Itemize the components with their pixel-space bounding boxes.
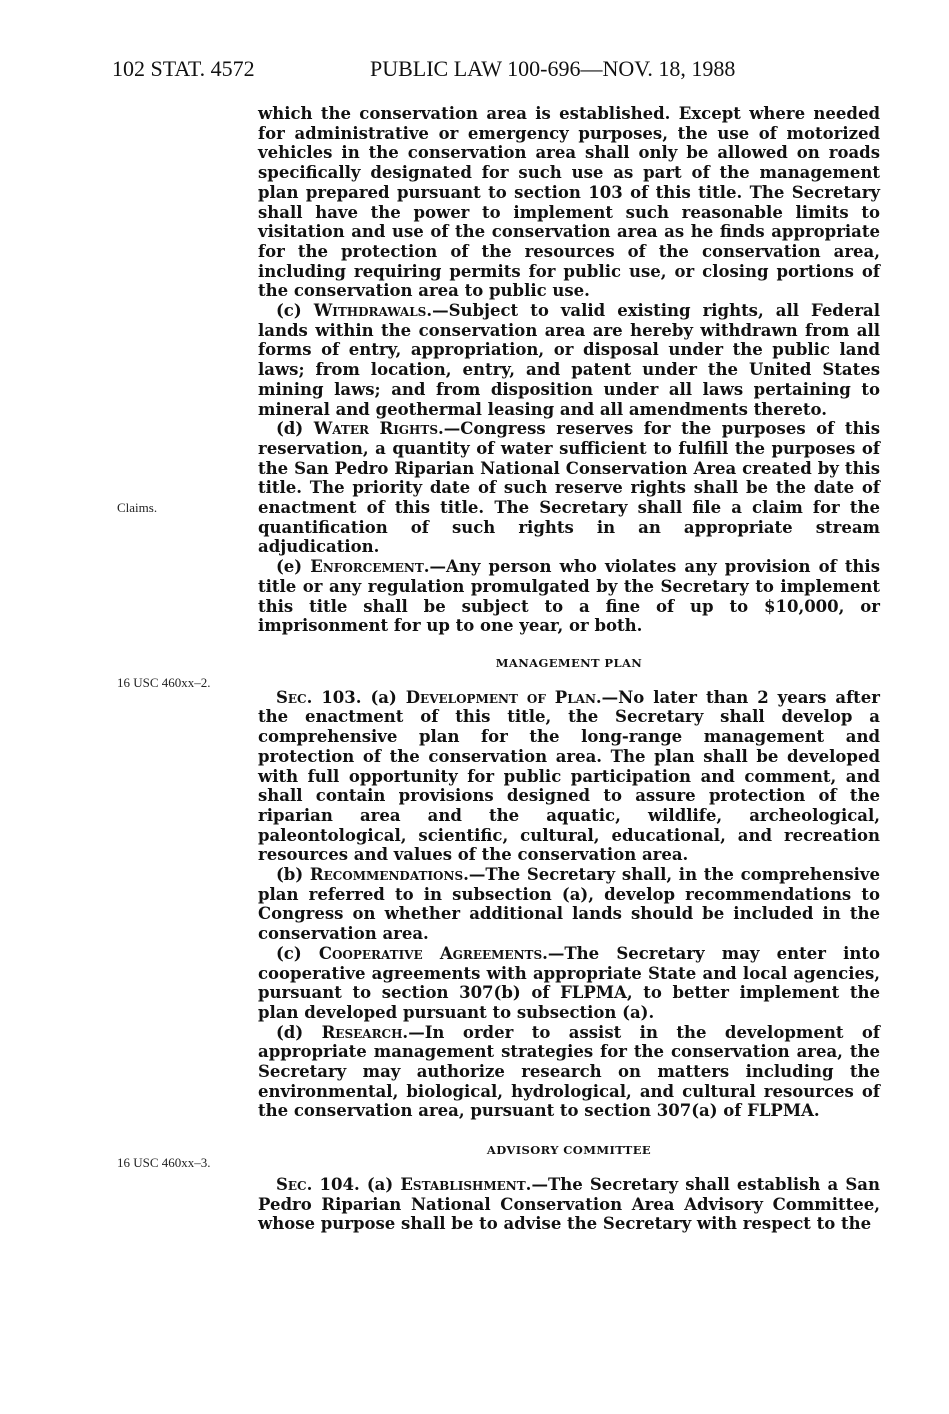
public-law-title: PUBLIC LAW 100-696—NOV. 18, 1988 (370, 56, 736, 81)
paragraph-enforcement (258, 557, 880, 636)
subsection-text: —In order to assist in the development of appropriate management strategies for the conservation area, the Secretary may authorize research on matters including the environmental, biological, hydrological, and cultural resources of the conservation area, pursuant to section 307(a) of FLPMA. (258, 1022, 880, 1121)
paragraph-cooperative-agreements (258, 944, 880, 1023)
subsection-label: (d) (276, 419, 314, 439)
section-heading-advisory-committee: ADVISORY COMMITTEE (486, 1143, 652, 1158)
sec-number: 104. (a) (312, 1174, 401, 1194)
subsection-heading: Enforcement. (310, 557, 430, 577)
sec-label: Sec. (276, 687, 313, 707)
subsection-label: (b) (276, 865, 310, 885)
subsection-text: —Congress reserves for the purposes of this reservation, a quantity of water sufficient to fulfill the purposes of the San Pedro Riparian National Conservation Area created by this title. The priority date of such reserve rights shall be the date of enactment of this title. The Secretary shall file a claim for the quantification of such rights in an appropriate stream adjudication. (258, 419, 880, 557)
subsection-heading: Development of Plan. (405, 687, 602, 707)
paragraph-water-rights (258, 419, 880, 557)
main-text (258, 104, 880, 1234)
subsection-text: —No later than 2 years after the enactment of this title, the Secretary shall develop a comprehensive plan for the long-range management and protection of the conservation area. The plan shall be developed with full opportunity for public participation and comment, and shall contain provisions designed to assure protection of the riparian area and the aquatic, wildlife, archeological, paleontological, scientific, cultural, educational, and recreation resources and values of the conservation area. (258, 687, 880, 865)
subsection-heading: Establishment. (400, 1174, 532, 1194)
subsection-text: —Any person who violates any provision of this title or any regulation promulgated by the Secretary to implement this title shall be subject to a fine of up to $10,000, or imprisonment for up to one year, or both. (258, 557, 880, 636)
subsection-label: (c) (276, 301, 314, 321)
margin-note-usc-460xx-3: 16 USC 460xx–3. (117, 1155, 211, 1170)
subsection-text: —The Secretary shall, in the comprehensive plan referred to in subsection (a), develop recommendations to Congress on whether additional lands should be included in the conservation area. (258, 865, 880, 944)
margin-note-usc-460xx-2: 16 USC 460xx–2. (117, 675, 211, 690)
subsection-label: (d) (276, 1022, 322, 1042)
paragraph-recommendations (258, 865, 880, 944)
subsection-text: —Subject to valid existing rights, all Federal lands within the conservation area are hereby withdrawn from all forms of entry, appropriation, or disposal under the public land laws; from location, entry, and patent under the United States mining laws; and from disposition under all laws pertaining to mineral and geothermal leasing and all amendments thereto. (258, 301, 880, 419)
page-header (112, 56, 882, 86)
subsection-text: —The Secretary may enter into cooperative agreements with appropriate State and local agencies, pursuant to section 307(b) of FLPMA, to better implement the plan developed pursuant to subsection (a). (258, 943, 880, 1022)
subsection-heading: Recommendations. (309, 865, 469, 885)
paragraph-withdrawals (258, 301, 880, 419)
section-heading-management-plan: MANAGEMENT PLAN (495, 655, 643, 670)
subsection-label: (c) (276, 943, 319, 963)
subsection-heading: Research. (321, 1022, 409, 1042)
subsection-text: —The Secretary shall establish a San Pedro Riparian National Conservation Area Advisory Committee, whose purpose shall be to advise the Secretary with respect to the (258, 1174, 880, 1234)
paragraph-research (258, 1023, 880, 1122)
sec-label: Sec. (276, 1174, 313, 1194)
sec-number: 103. (a) (312, 687, 406, 707)
subsection-heading: Cooperative Agreements. (318, 943, 548, 963)
subsection-heading: Water Rights. (313, 419, 444, 439)
continued-paragraph: which the conservation area is established. Except where needed for administrative or emergency purposes, the use of motorized vehicles in the conservation area shall only be allowed on roads specifically designated for such use as part of the management plan prepared pursuant to section 103 of this title. The Secretary shall have the power to implement such reasonable limits to visitation and use of the conservation area as he finds appropriate for the protection of the resources of the conservation area, including requiring permits for public use, or closing portions of the conservation area to public use. (258, 104, 880, 301)
subsection-label: (e) (276, 557, 311, 577)
paragraph-development-of-plan (258, 688, 880, 865)
subsection-heading: Withdrawals. (313, 301, 433, 321)
stat-page-number: 102 STAT. 4572 (112, 56, 255, 81)
margin-note-claims: Claims. (117, 500, 158, 515)
paragraph-establishment (258, 1175, 880, 1234)
